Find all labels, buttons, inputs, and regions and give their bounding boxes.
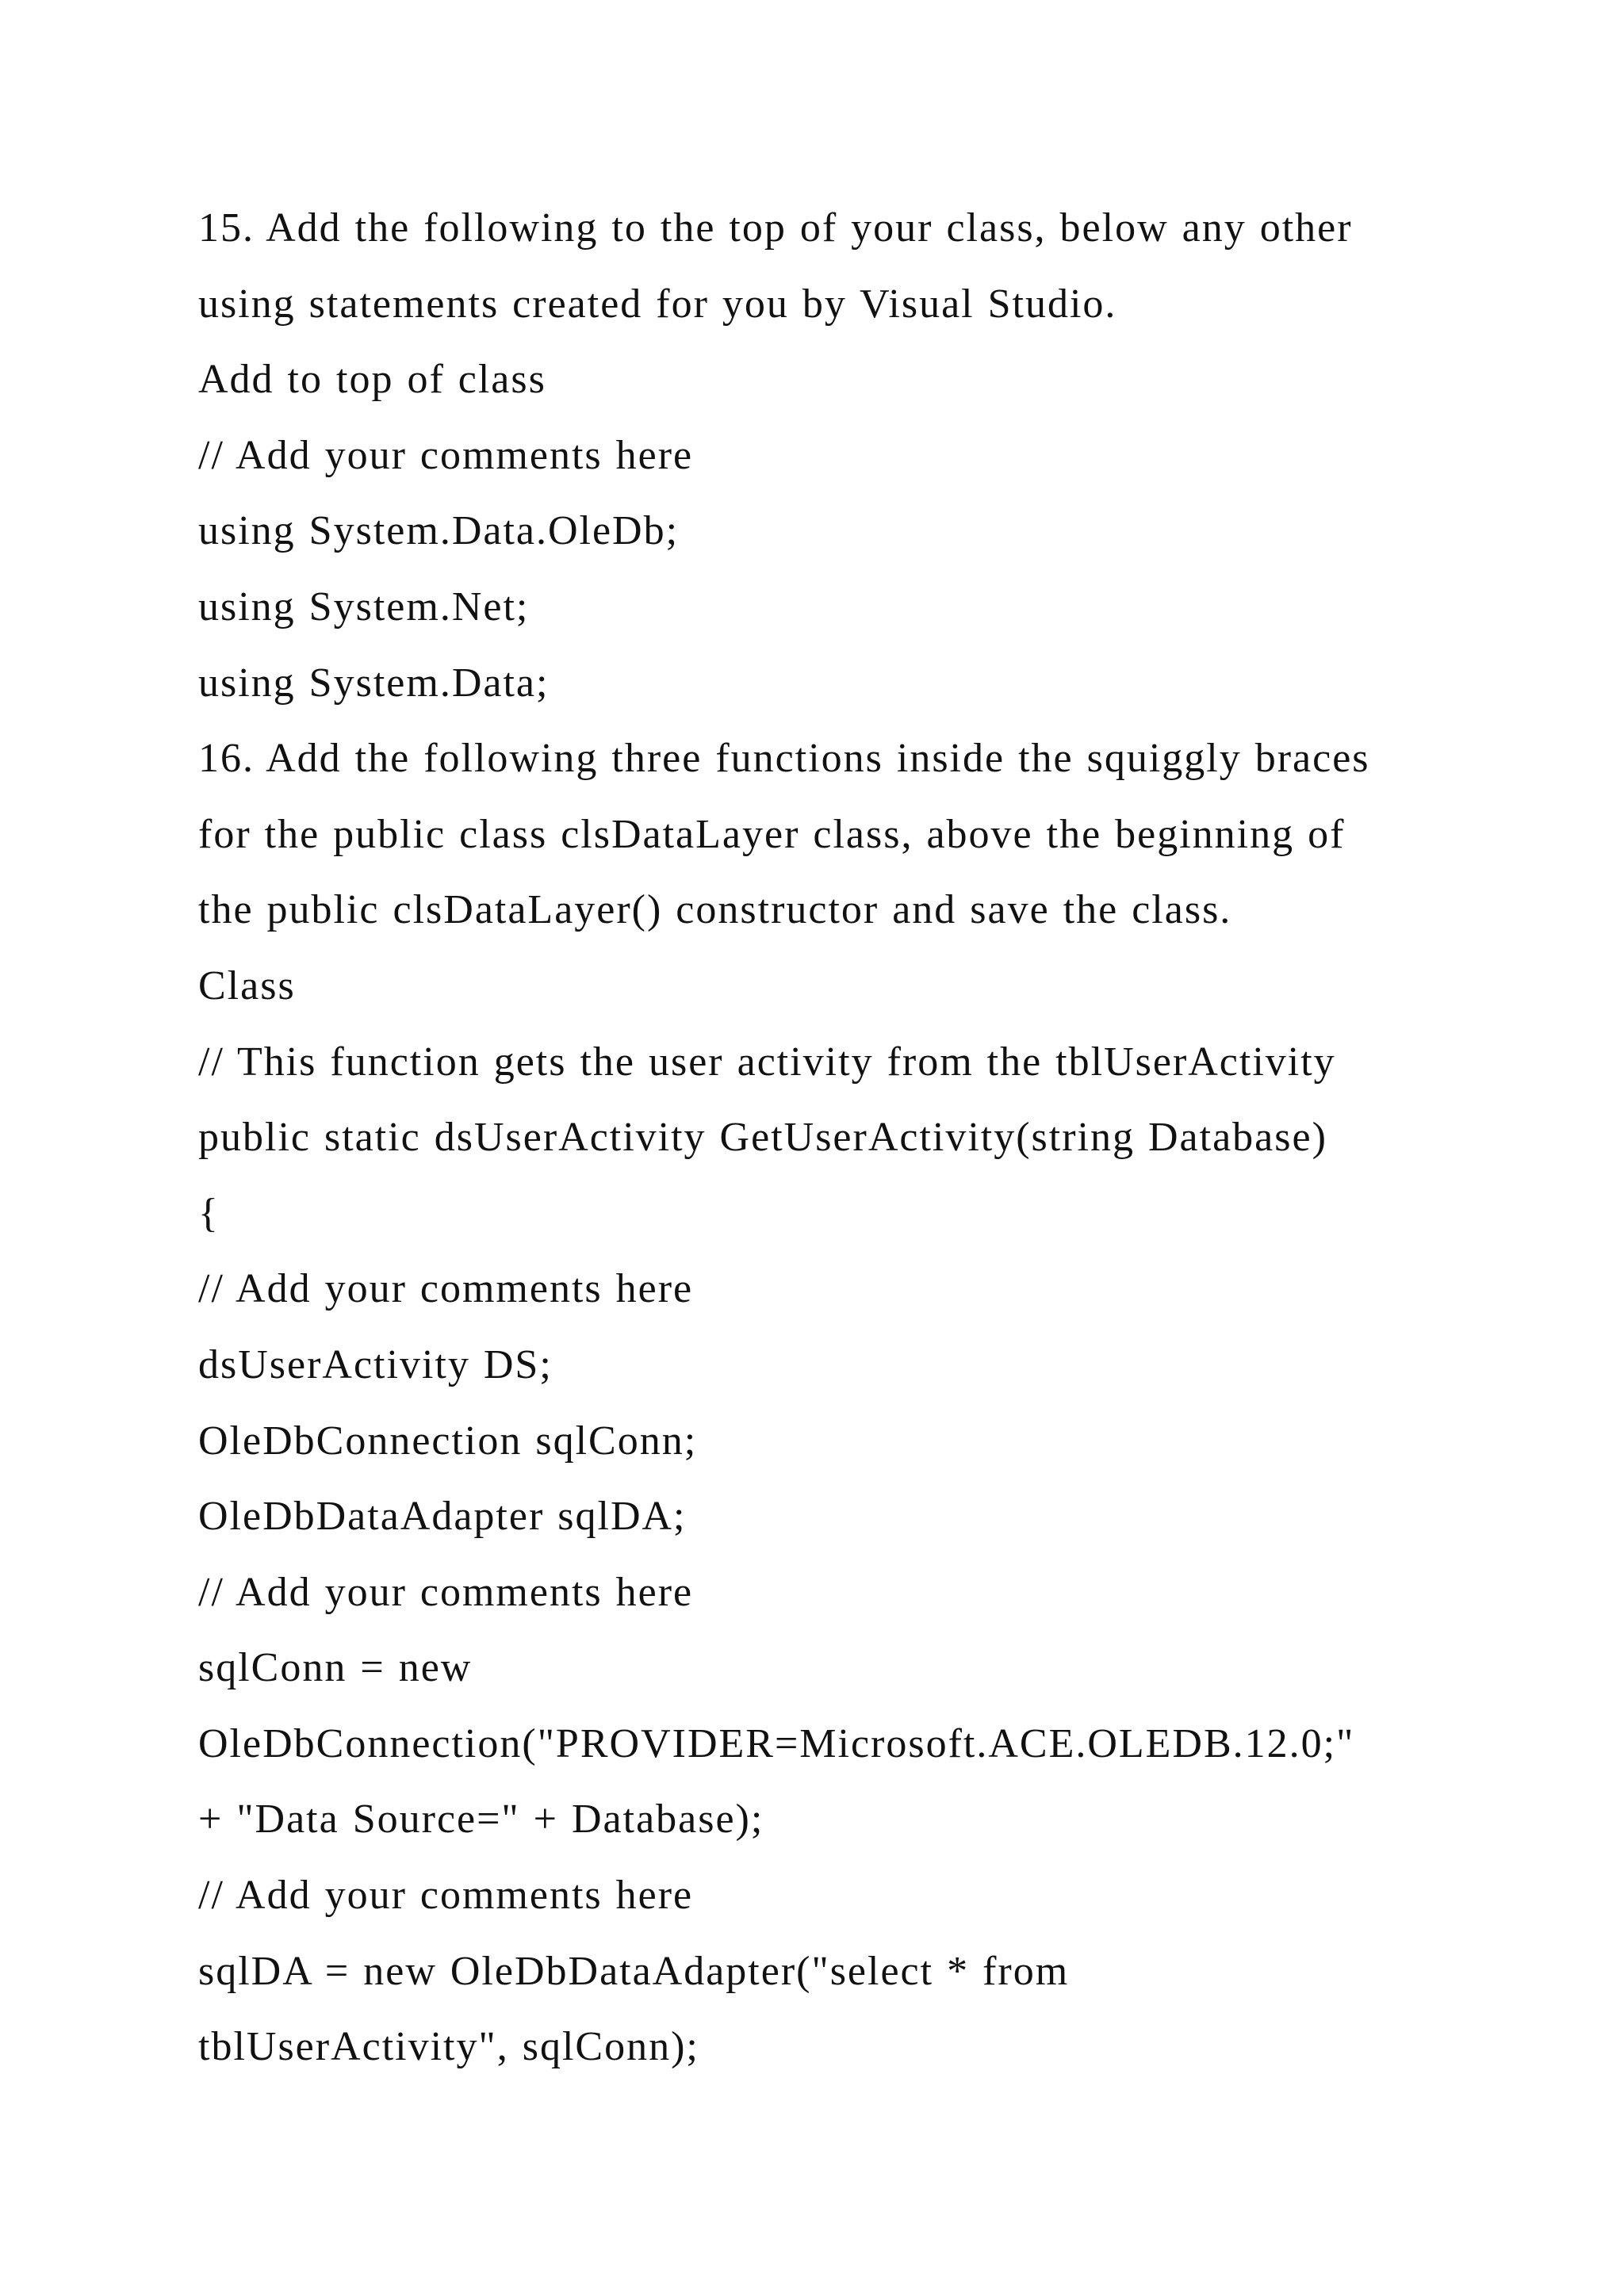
- opening-brace-line: {: [198, 1190, 220, 1236]
- code-comment-line: // This function gets the user activity from the tblUserActivity: [198, 1039, 1336, 1085]
- code-comment-line: // Add your comments here: [198, 1873, 694, 1919]
- adapter-assignment-line: sqlDA = new OleDbDataAdapter("select * from: [198, 1948, 1070, 1994]
- section-label-add-to-top: Add to top of class: [198, 357, 546, 403]
- code-comment-line: // Add your comments here: [198, 432, 694, 478]
- adapter-assignment-continuation: tblUserActivity", sqlConn);: [198, 2024, 699, 2070]
- step-16-intro-continuation-2: the public clsDataLayer() constructor and save the class.: [198, 887, 1232, 933]
- dataset-declaration-line: dsUserActivity DS;: [198, 1341, 553, 1387]
- connection-string-continuation: + "Data Source=" + Database);: [198, 1797, 764, 1843]
- connection-declaration-line: OleDbConnection sqlConn;: [198, 1418, 698, 1464]
- step-15-intro-line: 15. Add the following to the top of your class, below any other: [198, 205, 1353, 251]
- section-label-class: Class: [198, 962, 296, 1008]
- step-16-intro-continuation-1: for the public class clsDataLayer class, above the beginning of: [198, 811, 1346, 857]
- step-15-intro-continuation: using statements created for you by Visual Studio.: [198, 281, 1117, 327]
- code-comment-line: // Add your comments here: [198, 1266, 694, 1312]
- code-comment-line: // Add your comments here: [198, 1569, 694, 1615]
- adapter-declaration-line: OleDbDataAdapter sqlDA;: [198, 1494, 687, 1540]
- step-16-intro-line: 16. Add the following three functions inside the squiggly braces: [198, 736, 1370, 782]
- document-body: [198, 190, 1499, 2085]
- method-signature-line: public static dsUserActivity GetUserActivity(string Database): [198, 1115, 1327, 1161]
- using-net-line: using System.Net;: [198, 584, 530, 629]
- using-oledb-line: using System.Data.OleDb;: [198, 508, 680, 554]
- connection-assignment-line: sqlConn = new: [198, 1645, 473, 1691]
- connection-string-line: OleDbConnection("PROVIDER=Microsoft.ACE.OLEDB.12.0;": [198, 1720, 1355, 1766]
- using-data-line: using System.Data;: [198, 660, 550, 706]
